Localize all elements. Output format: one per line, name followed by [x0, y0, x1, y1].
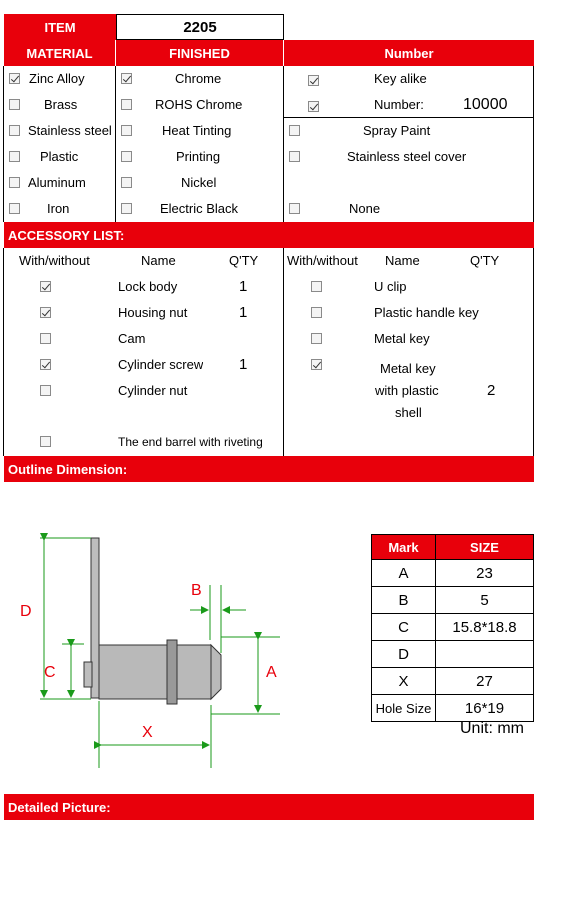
dim-size: 16*19: [436, 695, 534, 722]
dim-size: 15.8*18.8: [436, 614, 534, 641]
material-label: Stainless steel: [28, 123, 112, 138]
grid-line: [283, 248, 284, 456]
material-header: MATERIAL: [4, 40, 116, 66]
col-name: Name: [385, 253, 420, 268]
checkbox[interactable]: [311, 359, 322, 370]
checkbox[interactable]: [40, 385, 51, 396]
detailed-title: Detailed Picture:: [4, 794, 534, 820]
cylinder-front: [211, 645, 221, 699]
table-row: [372, 641, 534, 668]
accessory-qty: 2: [487, 382, 496, 399]
checkbox[interactable]: [9, 125, 20, 136]
accessory-qty: 1: [239, 304, 248, 321]
accessory-name-line: shell: [395, 405, 422, 420]
outline-title: Outline Dimension:: [4, 456, 534, 482]
accessory-qty: 1: [239, 278, 248, 295]
checkbox[interactable]: [40, 307, 51, 318]
accessory-name: Cylinder screw: [118, 357, 204, 372]
grid-line: [3, 66, 4, 222]
table-row: [372, 560, 534, 587]
dim-size: 5: [436, 587, 534, 614]
accessory-name-line: Metal key: [380, 361, 436, 376]
dim-mark: C: [372, 614, 436, 641]
checkbox[interactable]: [289, 125, 300, 136]
material-label: Zinc Alloy: [29, 71, 85, 86]
dim-mark: D: [372, 641, 436, 668]
checkbox[interactable]: [9, 177, 20, 188]
checkbox[interactable]: [121, 99, 132, 110]
finished-label: Nickel: [181, 175, 217, 190]
checkbox[interactable]: [9, 151, 20, 162]
dim-label-a: A: [266, 664, 277, 681]
grid-line: [3, 248, 4, 456]
item-label: ITEM: [4, 14, 116, 40]
accessory-name: Lock body: [118, 279, 178, 294]
unit-label: Unit: mm: [460, 720, 524, 737]
dim-header-mark: Mark: [372, 535, 436, 560]
dim-size: 23: [436, 560, 534, 587]
number-header: Number: [284, 40, 534, 66]
finished-header: FINISHED: [116, 40, 284, 66]
checkbox[interactable]: [40, 333, 51, 344]
checkbox[interactable]: [121, 177, 132, 188]
material-label: Brass: [44, 97, 78, 112]
accessory-name: The end barrel with riveting: [118, 435, 263, 449]
finished-label: Electric Black: [160, 201, 239, 216]
table-row: [372, 587, 534, 614]
number-value: 10000: [463, 96, 508, 113]
accessory-qty: 1: [239, 356, 248, 373]
dim-size: [436, 641, 534, 668]
number-label: Stainless steel cover: [347, 149, 467, 164]
dim-label-d: D: [20, 603, 32, 620]
dim-mark: X: [372, 668, 436, 695]
accessory-name: U clip: [374, 279, 407, 294]
finished-label: Printing: [176, 149, 221, 164]
checkbox[interactable]: [9, 99, 20, 110]
dim-mark: Hole Size: [372, 695, 436, 722]
number-label: None: [349, 201, 381, 216]
checkbox[interactable]: [121, 203, 132, 214]
housing-nut: [167, 640, 177, 704]
grid-line: [284, 117, 534, 118]
checkbox[interactable]: [121, 151, 132, 162]
dim-mark: B: [372, 587, 436, 614]
table-row: [372, 695, 534, 722]
finished-label: Heat Tinting: [162, 123, 232, 138]
item-value: 2205: [116, 14, 284, 40]
accessory-name-line: with plastic: [375, 383, 439, 398]
number-label: Number:: [374, 97, 424, 112]
table-row: [372, 668, 534, 695]
grid-line: [533, 248, 534, 456]
checkbox[interactable]: [308, 75, 319, 86]
material-label: Plastic: [40, 149, 79, 164]
grid-line: [115, 66, 116, 222]
dim-label-x: X: [142, 724, 153, 741]
cylinder-body: [99, 645, 211, 699]
col-with-without: With/without: [287, 253, 358, 268]
checkbox[interactable]: [311, 307, 322, 318]
col-with-without: With/without: [19, 253, 90, 268]
grid-line: [283, 66, 284, 222]
material-label: Aluminum: [28, 175, 86, 190]
dim-label-c: C: [44, 664, 56, 681]
number-label: Key alike: [374, 71, 427, 86]
grid-line: [533, 66, 534, 222]
col-name: Name: [141, 253, 176, 268]
checkbox[interactable]: [311, 333, 322, 344]
accessory-title: ACCESSORY LIST:: [4, 222, 534, 248]
checkbox[interactable]: [40, 436, 51, 447]
accessory-name: Cylinder nut: [118, 383, 188, 398]
finished-label: Chrome: [175, 71, 222, 86]
screw-stub: [84, 662, 92, 687]
accessory-name: Plastic handle key: [374, 305, 479, 320]
checkbox[interactable]: [40, 359, 51, 370]
col-qty: Q'TY: [470, 253, 500, 268]
dim-label-b: B: [191, 582, 202, 599]
dimension-table: [371, 534, 534, 722]
checkbox[interactable]: [9, 73, 20, 84]
col-qty: Q'TY: [229, 253, 259, 268]
material-label: Iron: [47, 201, 70, 216]
checkbox[interactable]: [289, 203, 300, 214]
dim-mark: A: [372, 560, 436, 587]
checkbox[interactable]: [289, 151, 300, 162]
checkbox[interactable]: [40, 281, 51, 292]
checkbox[interactable]: [308, 101, 319, 112]
checkbox[interactable]: [121, 125, 132, 136]
checkbox[interactable]: [121, 73, 132, 84]
cam-lock-drawing: [0, 525, 300, 775]
accessory-name: Housing nut: [118, 305, 188, 320]
accessory-name: Cam: [118, 331, 146, 346]
dim-header-size: SIZE: [436, 535, 534, 560]
accessory-name: Metal key: [374, 331, 430, 346]
table-row: [372, 614, 534, 641]
checkbox[interactable]: [9, 203, 20, 214]
finished-label: ROHS Chrome: [155, 97, 243, 112]
checkbox[interactable]: [311, 281, 322, 292]
dim-size: 27: [436, 668, 534, 695]
number-label: Spray Paint: [363, 123, 431, 138]
